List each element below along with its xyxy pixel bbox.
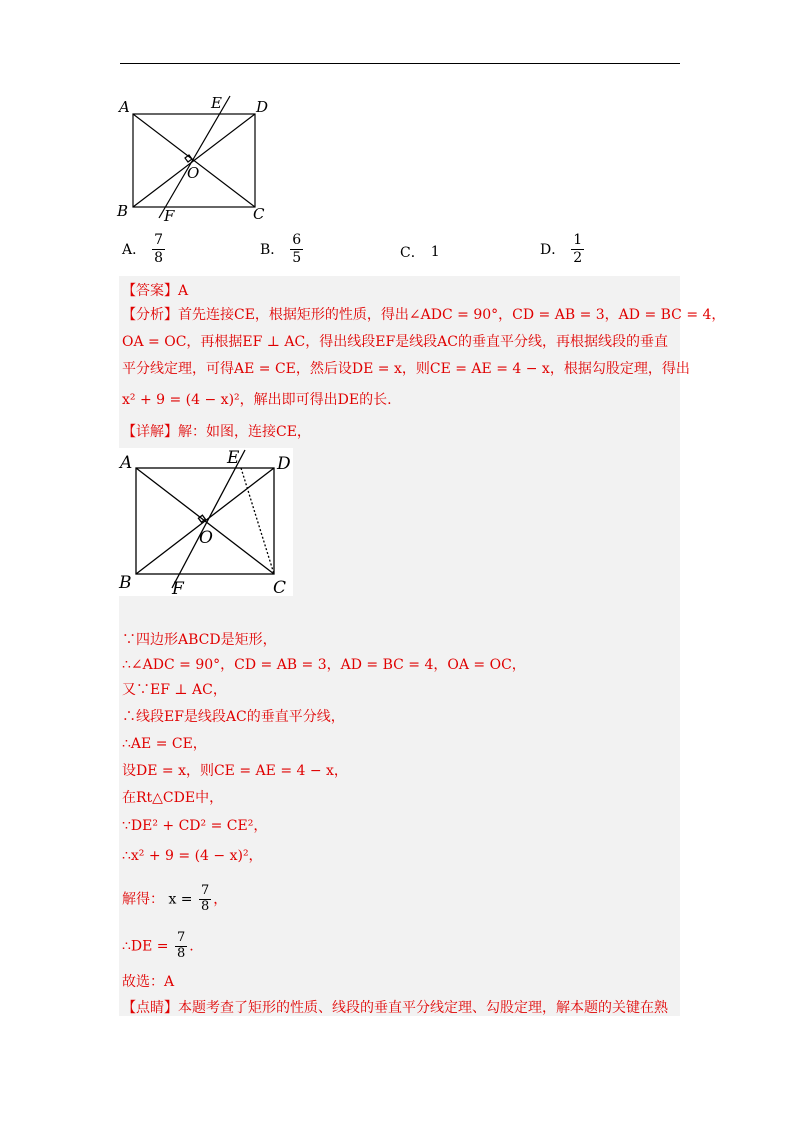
- step-1: ∵四边形ABCD是矩形，: [122, 632, 277, 648]
- option-c-letter: C．: [400, 245, 425, 261]
- option-b-fraction: $\frac{6}{5}$: [292, 232, 302, 266]
- label-b-2: B: [119, 573, 132, 593]
- right-angle-mark: [185, 155, 192, 162]
- option-a: [122, 232, 165, 267]
- line-ef-2: [172, 450, 245, 588]
- result-line: ∴DE = $\frac{7}{8}$ .: [122, 930, 194, 961]
- option-c: [400, 242, 440, 262]
- label-a-2: A: [120, 453, 133, 473]
- figure-rectangle-2: [117, 448, 293, 596]
- label-b: B: [117, 202, 129, 220]
- result-prefix: ∴DE =: [122, 938, 169, 955]
- solve-fraction: $\frac{7}{8}$: [200, 883, 210, 914]
- result-fraction: $\frac{7}{8}$: [177, 930, 186, 961]
- label-d-2: D: [277, 454, 291, 474]
- detail-intro: 【详解】解：如图，连接CE，: [122, 424, 311, 440]
- solve-prefix: 解得：: [122, 891, 164, 908]
- figure-rectangle-1: [115, 90, 285, 225]
- label-f: F: [164, 207, 175, 225]
- solve-var: x =: [168, 891, 193, 908]
- option-a-fraction: $\frac{7}{8}$: [154, 232, 164, 266]
- step-2: ∴∠ADC = 90°，CD = AB = 3，AD = BC = 4，OA = OC，: [122, 657, 526, 673]
- option-b: [260, 232, 303, 267]
- step-6: 设DE = x，则CE = AE = 4 − x，: [122, 763, 348, 779]
- label-d: D: [256, 98, 269, 116]
- step-7: 在Rt△CDE中，: [122, 790, 224, 806]
- analysis-line-3: 平分线定理，可得AE = CE，然后设DE = x，则CE = AE = 4 − x，根据勾股定理，得出: [122, 361, 690, 377]
- segment-ce-dotted: [241, 468, 274, 574]
- analysis-tag: 【分析】: [122, 307, 178, 323]
- answer-line: [122, 281, 188, 301]
- final-choice: 故选：A: [122, 974, 175, 990]
- analysis-line-1: 【分析】首先连接CE，根据矩形的性质，得出∠ADC = 90°，CD = AB = 3，AD = BC = 4，: [122, 307, 726, 323]
- label-a: A: [119, 98, 130, 116]
- analysis-line-2: OA = OC，再根据EF ⊥ AC，得出线段EF是线段AC的垂直平分线，再根据线段的垂直: [122, 334, 668, 350]
- comment-line: 【点睛】本题考查了矩形的性质、线段的垂直平分线定理、勾股定理，解本题的关键在熟: [122, 1000, 668, 1016]
- label-f-2: F: [172, 579, 184, 596]
- detail-tag: 【详解】: [122, 424, 178, 440]
- label-e: E: [211, 94, 222, 112]
- label-o-2: O: [199, 528, 213, 548]
- option-d-letter: D．: [540, 242, 566, 259]
- label-c: C: [253, 205, 265, 223]
- step-8: ∵DE² + CD² = CE²，: [122, 818, 268, 834]
- option-d-fraction: $\frac{1}{2}$: [573, 232, 583, 266]
- step-5: ∴AE = CE，: [122, 736, 207, 752]
- step-9: ∴x² + 9 = (4 − x)²，: [122, 848, 263, 864]
- answer-tag: 【答案】: [122, 283, 178, 299]
- label-e-2: E: [227, 448, 240, 468]
- option-b-letter: B．: [260, 242, 285, 259]
- label-o: O: [187, 164, 200, 182]
- step-3: 又∵EF ⊥ AC，: [122, 682, 227, 698]
- option-c-value: 1: [430, 244, 440, 260]
- solve-line: 解得： x = $\frac{7}{8}$ ，: [122, 883, 228, 914]
- header-rule: [120, 63, 680, 64]
- comment-tag: 【点睛】: [122, 1000, 178, 1016]
- step-4: ∴线段EF是线段AC的垂直平分线，: [122, 709, 345, 725]
- option-a-letter: A．: [122, 242, 147, 259]
- answer-value: A: [178, 283, 189, 299]
- label-c-2: C: [273, 578, 287, 596]
- option-d: [540, 232, 584, 267]
- analysis-line-4: x² + 9 = (4 − x)²，解出即可得出DE的长.: [122, 392, 392, 408]
